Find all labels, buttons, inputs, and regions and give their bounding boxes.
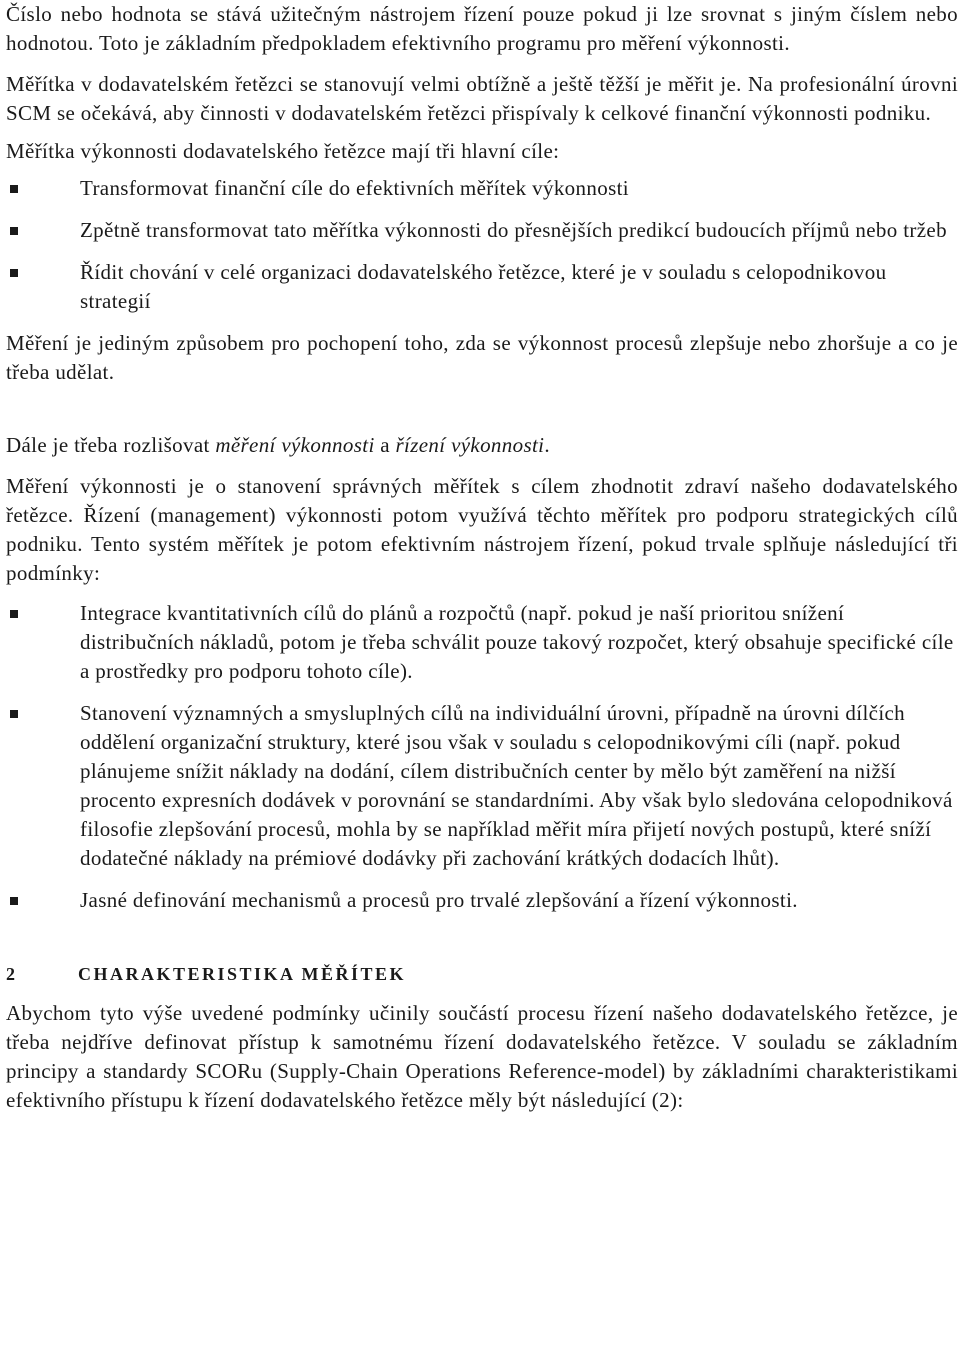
list-item: Integrace kvantitativních cílů do plánů a rozpočtů (např. pokud je naší prioritou snížení distribučních nákladů, potom je třeba schválit pouze takový rozpočet, který obsahuje specifické cíle a prostředky pro podporu tohoto cíle). xyxy=(6,599,958,686)
list-item: Transformovat finanční cíle do efektivních měřítek výkonnosti xyxy=(6,174,958,203)
term-measurement: měření výkonnosti xyxy=(215,433,375,457)
section-number: 2 xyxy=(6,964,18,984)
paragraph-intro: Číslo nebo hodnota se stává užitečným nástrojem řízení pouze pokud ji lze srovnat s jiným číslem nebo hodnotou. Toto je základním předpokladem efektivního programu pro měření výkonnosti. xyxy=(6,2,958,55)
term-management: řízení výkonnosti xyxy=(395,433,545,457)
paragraph-difficulty: Měřítka v dodavatelském řetězci se stanovují velmi obtížně a ještě těžší je měřit je. Na profesionální úrovni SCM se očekává, aby činnosti v dodavatelském řetězci přispívaly k celkové finanční výkonnosti podniku. xyxy=(6,72,958,125)
paragraph-characteristics: Abychom tyto výše uvedené podmínky učinily součástí procesu řízení našeho dodavatelského řetězce, je třeba nejdříve definovat přístup k samotnému řízení dodavatelského řetězce. V souladu se základním principy a standardy SCORu (Supply-Chain Operations Reference-model) by základními charakteristikami efektivního přístupu k řízení dodavatelského řetězce měly být následující (2): xyxy=(6,1001,958,1112)
list-item: Stanovení významných a smysluplných cílů na individuální úrovni, případně na úrovni dílčích oddělení organizační struktury, které jsou však v souladu s celopodnikovými cíli (např. pokud plánujeme snížit náklady na dodání, cílem distribučních center by mělo být zaměření na nižší procento expresních dodávek v porovnání se standardními. Aby však bylo sledována celopodniková filosofie zlepšování procesů, mohla by se například měřit míra přijetí nových postupů, které sníží dodatečné náklady na prémiové dodávky při zachování krátkých dodacích lhůt). xyxy=(6,699,958,873)
list-item: Zpětně transformovat tato měřítka výkonnosti do přesnějších predikcí budoucích příjmů nebo tržeb xyxy=(6,216,958,245)
paragraph-measurement: Měření je jediným způsobem pro pochopení toho, zda se výkonnost procesů zlepšuje nebo zhoršuje a co je třeba udělat. xyxy=(6,331,958,384)
list-item: Řídit chování v celé organizaci dodavatelského řetězce, které je v souladu s celopodnikovou strategií xyxy=(6,258,958,316)
conditions-list xyxy=(6,599,958,915)
section-heading xyxy=(6,960,958,989)
goals-list xyxy=(6,174,958,316)
list-item: Jasné definování mechanismů a procesů pro trvalé zlepšování a řízení výkonnosti. xyxy=(6,886,958,915)
paragraph-distinction: Dále je třeba rozlišovat měření výkonnosti a řízení výkonnosti. xyxy=(6,433,550,457)
paragraph-goals-intro: Měřítka výkonnosti dodavatelského řetězce mají tři hlavní cíle: xyxy=(6,139,560,163)
section-title: CHARAKTERISTIKA MĚŘÍTEK xyxy=(78,964,407,984)
paragraph-performance: Měření výkonnosti je o stanovení správných měřítek s cílem zhodnotit zdraví našeho dodavatelského řetězce. Řízení (management) výkonnosti potom využívá těchto měřítek pro podporu strategických cílů podniku. Tento systém měřítek je potom efektivním nástrojem řízení, pokud trvale splňuje následující tři podmínky: xyxy=(6,474,958,585)
